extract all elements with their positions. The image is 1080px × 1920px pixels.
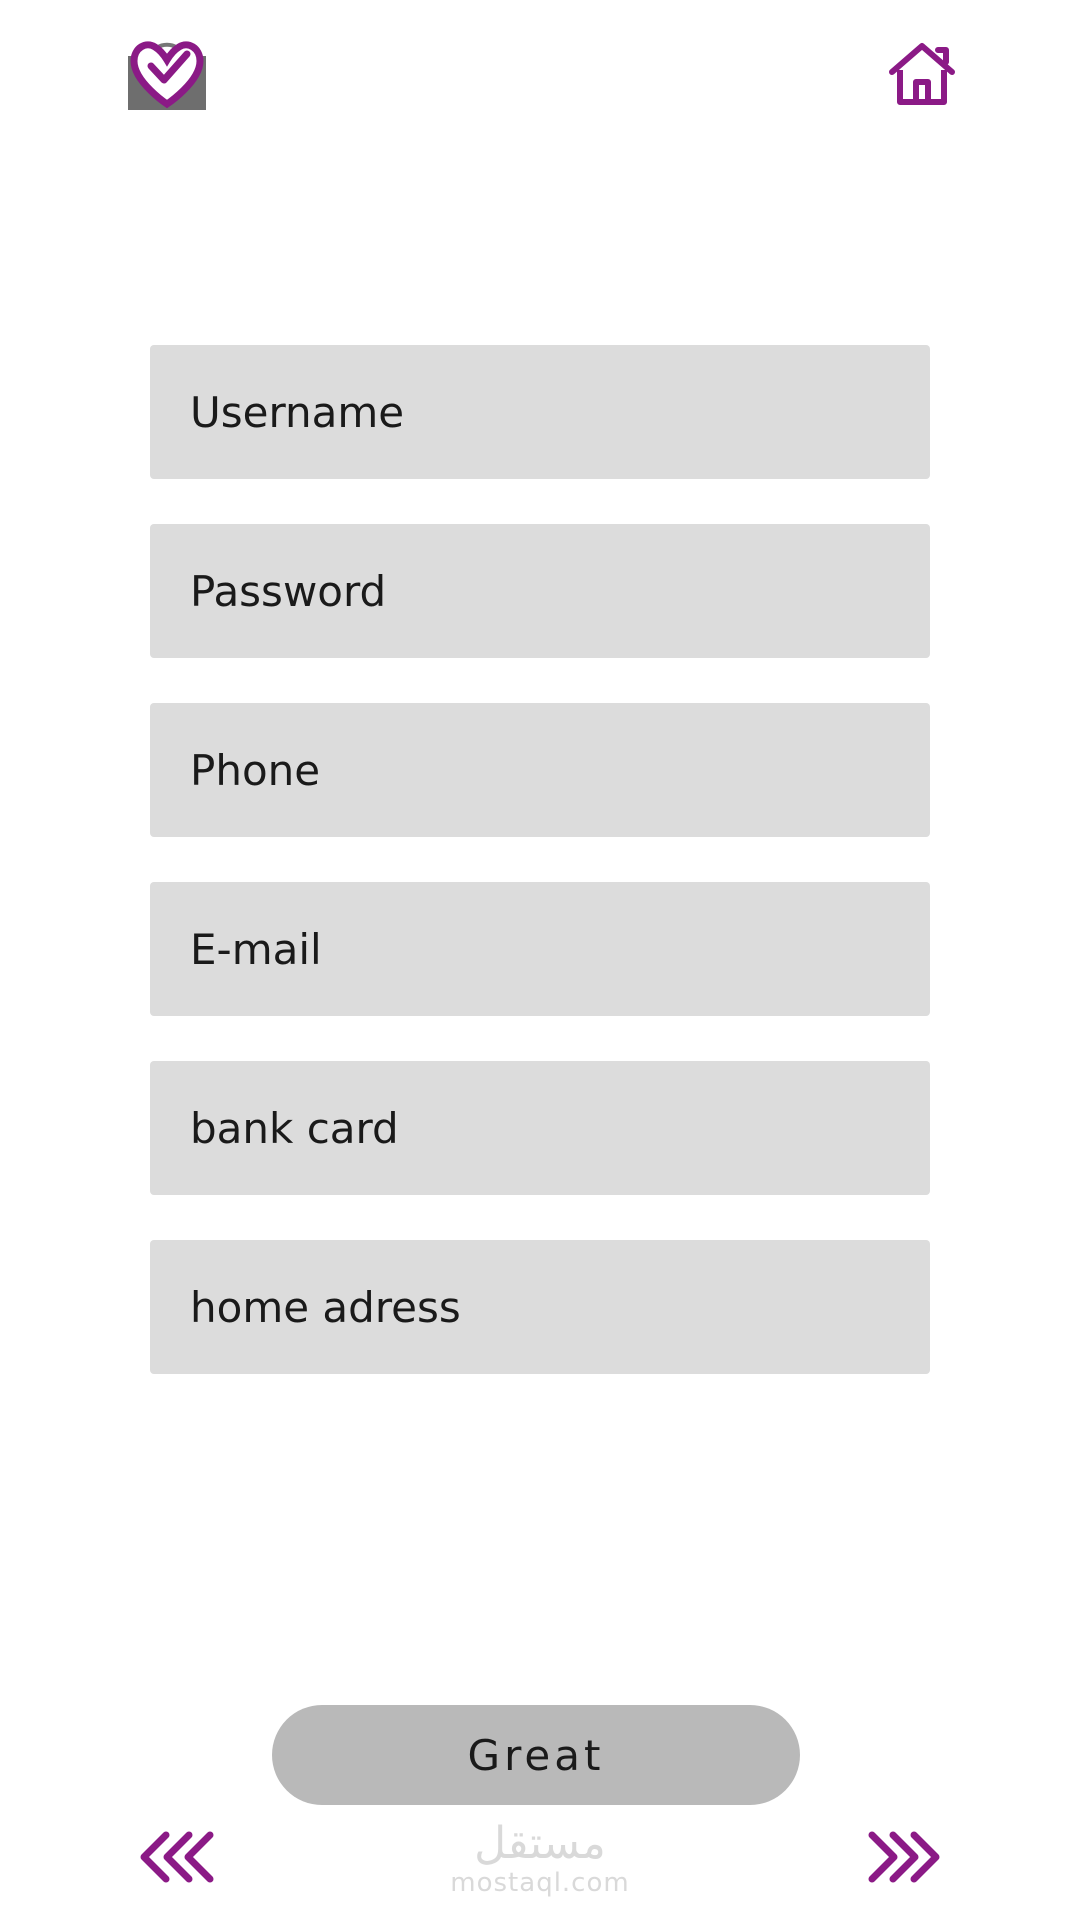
home-icon[interactable]: [886, 38, 958, 108]
watermark-latin: mostaql.com: [450, 1868, 630, 1899]
username-input[interactable]: [150, 345, 930, 479]
great-submit-button[interactable]: Great: [272, 1705, 800, 1805]
home-address-input[interactable]: [150, 1240, 930, 1374]
top-bar: [0, 0, 1080, 150]
signup-form: [150, 345, 930, 1419]
chevrons-left-icon[interactable]: [132, 1827, 216, 1887]
heart-bag-logo: [124, 28, 210, 114]
password-input[interactable]: [150, 524, 930, 658]
email-input[interactable]: [150, 882, 930, 1016]
phone-input[interactable]: [150, 703, 930, 837]
bank-card-input[interactable]: [150, 1061, 930, 1195]
watermark-arabic: مستقل: [474, 1818, 606, 1869]
chevrons-right-icon[interactable]: [866, 1827, 950, 1887]
